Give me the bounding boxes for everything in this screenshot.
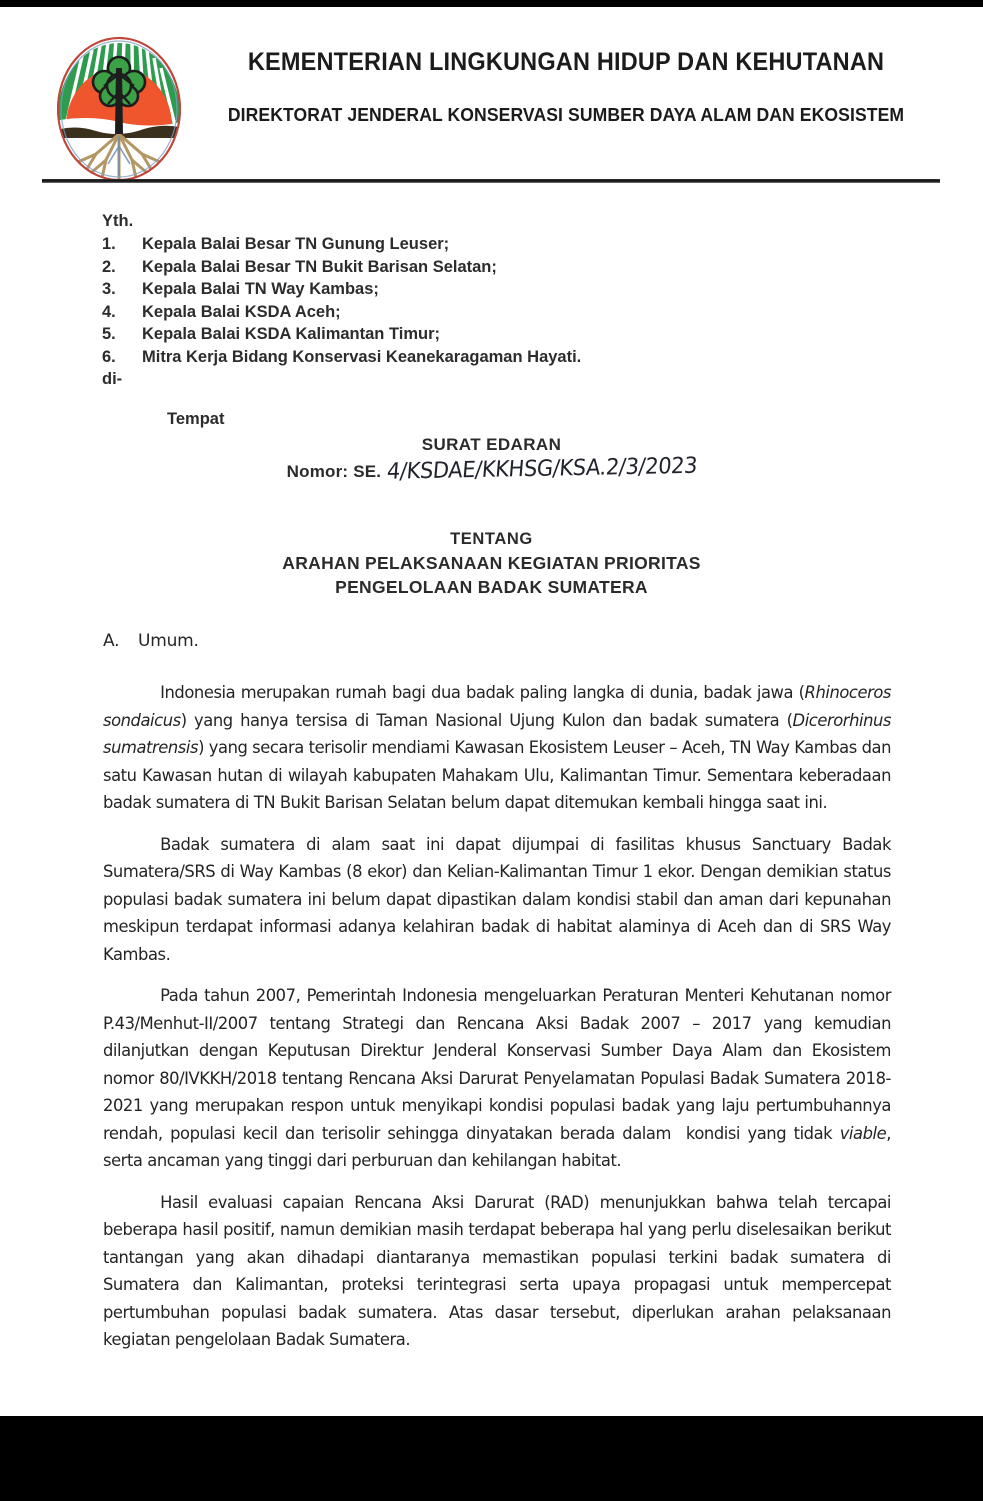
emblem-svg xyxy=(48,34,190,184)
recipient-label: Mitra Kerja Bidang Konservasi Keanekaragaman Hayati. xyxy=(142,347,582,366)
list-item xyxy=(102,346,902,369)
letterhead-divider-rule xyxy=(42,179,940,183)
document-number-handwritten: 4/KSDAE/KKHSG/KSA.2/3/2023 xyxy=(386,452,699,485)
recipient-number: 4. xyxy=(102,302,116,321)
subject-line-2: PENGELOLAAN BADAK SUMATERA xyxy=(335,577,648,597)
page-title: SURAT EDARAN xyxy=(421,435,562,454)
section-title: Umum. xyxy=(138,631,199,651)
letterhead xyxy=(0,26,983,166)
letterhead-text xyxy=(186,26,946,126)
recipient-number: 2. xyxy=(102,257,116,276)
recipient-number: 6. xyxy=(102,347,116,366)
list-item xyxy=(102,233,902,256)
recipient-label: Kepala Balai KSDA Kalimantan Timur; xyxy=(142,325,440,343)
scan-edge-band-bottom xyxy=(0,1416,983,1501)
document-number-row xyxy=(0,452,983,485)
tempat-line: Tempat xyxy=(167,410,225,428)
recipient-label: Kepala Balai Besar TN Gunung Leuser; xyxy=(142,235,450,253)
document-title-block xyxy=(0,434,983,483)
subject-line-1: ARAHAN PELAKSANAAN KEGIATAN PRIORITAS xyxy=(282,553,701,573)
list-item xyxy=(102,278,902,301)
list-item xyxy=(102,256,902,279)
scan-edge-band-top xyxy=(0,0,983,7)
di-line: di- xyxy=(102,370,123,388)
recipient-list xyxy=(102,233,902,368)
section-body xyxy=(103,679,903,1354)
body-paragraph: Pada tahun 2007, Pemerintah Indonesia mengeluarkan Peraturan Menteri Kehutanan nomor P.43/Menhut-II/2007 tentang Strategi dan Rencana Aksi Badak 2007 – 2017 yang kemudian dilanjutkan dengan Keputusan Direktur Jenderal Konservasi Sumber Daya Alam dan Ekosistem nomor 80/IVKKH/2018 tentang Rencana Aksi Darurat Penyelamatan Populasi Badak Sumatera 2018-2021 yang merupakan respon untuk menyikapi kondisi populasi badak yang laju pertumbuhannya rendah, populasi kecil dan terisolir sehingga dinyatakan berada dalam kondisi yang tidak viable, serta ancaman yang tinggi dari perburuan dan kehilangan habitat. xyxy=(103,986,891,1170)
tentang-label: TENTANG xyxy=(450,530,533,548)
directorate-name: DIREKTORAT JENDERAL KONSERVASI SUMBER DAYA ALAM DAN EKOSISTEM xyxy=(227,104,905,125)
section-letter: A. xyxy=(103,631,120,651)
section-heading xyxy=(103,631,903,651)
body-paragraph: Badak sumatera di alam saat ini dapat dijumpai di fasilitas khusus Sanctuary Badak Sumatera/SRS di Way Kambas (8 ekor) dan Kelian-Kalimantan Timur 1 ekor. Dengan demikian status populasi badak sumatera ini belum dapat dipastikan dalam kondisi stabil dan aman dari kepunahan meskipun terdapat informasi adanya kelahiran badak di habitat alaminya di Aceh dan di SRS Way Kambas. xyxy=(103,834,891,964)
ministry-name: KEMENTERIAN LINGKUNGAN HIDUP DAN KEHUTANAN xyxy=(247,48,885,76)
recipient-label: Kepala Balai TN Way Kambas; xyxy=(142,280,379,298)
document-number-label: Nomor: SE. xyxy=(286,462,382,481)
salutation-yth: Yth. xyxy=(102,212,134,230)
recipient-number: 1. xyxy=(102,235,116,253)
ministry-emblem-logo xyxy=(48,34,190,184)
recipient-number: 3. xyxy=(102,280,116,298)
recipient-label: Kepala Balai KSDA Aceh; xyxy=(142,302,341,321)
recipient-number: 5. xyxy=(102,325,116,343)
body-paragraph: Hasil evaluasi capaian Rencana Aksi Darurat (RAD) menunjukkan bahwa telah tercapai beberapa hasil positif, namun demikian masih terdapat beberapa hal yang perlu diselesaikan berikut tantangan yang akan dihadapi diantaranya memastikan populasi terkini badak sumatera di Sumatera dan Kalimantan, proteksi terintegrasi serta upaya propagasi untuk mempercepat pertumbuhan populasi badak sumatera. Atas dasar tersebut, diperlukan arahan pelaksanaan kegiatan pengelolaan Badak Sumatera. xyxy=(103,1192,891,1349)
addressee-block xyxy=(102,210,902,431)
body-paragraph: Indonesia merupakan rumah bagi dua badak paling langka di dunia, badak jawa (Rhinoceros sondaicus) yang hanya tersisa di Taman Nasional Ujung Kulon dan badak sumatera (Dicerorhinus sumatrensis) yang secara terisolir mendiami Kawasan Ekosistem Leuser – Aceh, TN Way Kambas dan satu Kawasan hutan di wilayah kabupaten Mahakam Ulu, Kalimantan Timur. Sementara keberadaan badak sumatera di TN Bukit Barisan Selatan belum dapat ditemukan kembali hingga saat ini. xyxy=(103,683,892,812)
recipient-label: Kepala Balai Besar TN Bukit Barisan Selatan; xyxy=(142,257,497,276)
section-umum xyxy=(103,631,903,1354)
subject-block xyxy=(0,527,983,599)
list-item xyxy=(102,323,902,346)
list-item xyxy=(102,301,902,324)
